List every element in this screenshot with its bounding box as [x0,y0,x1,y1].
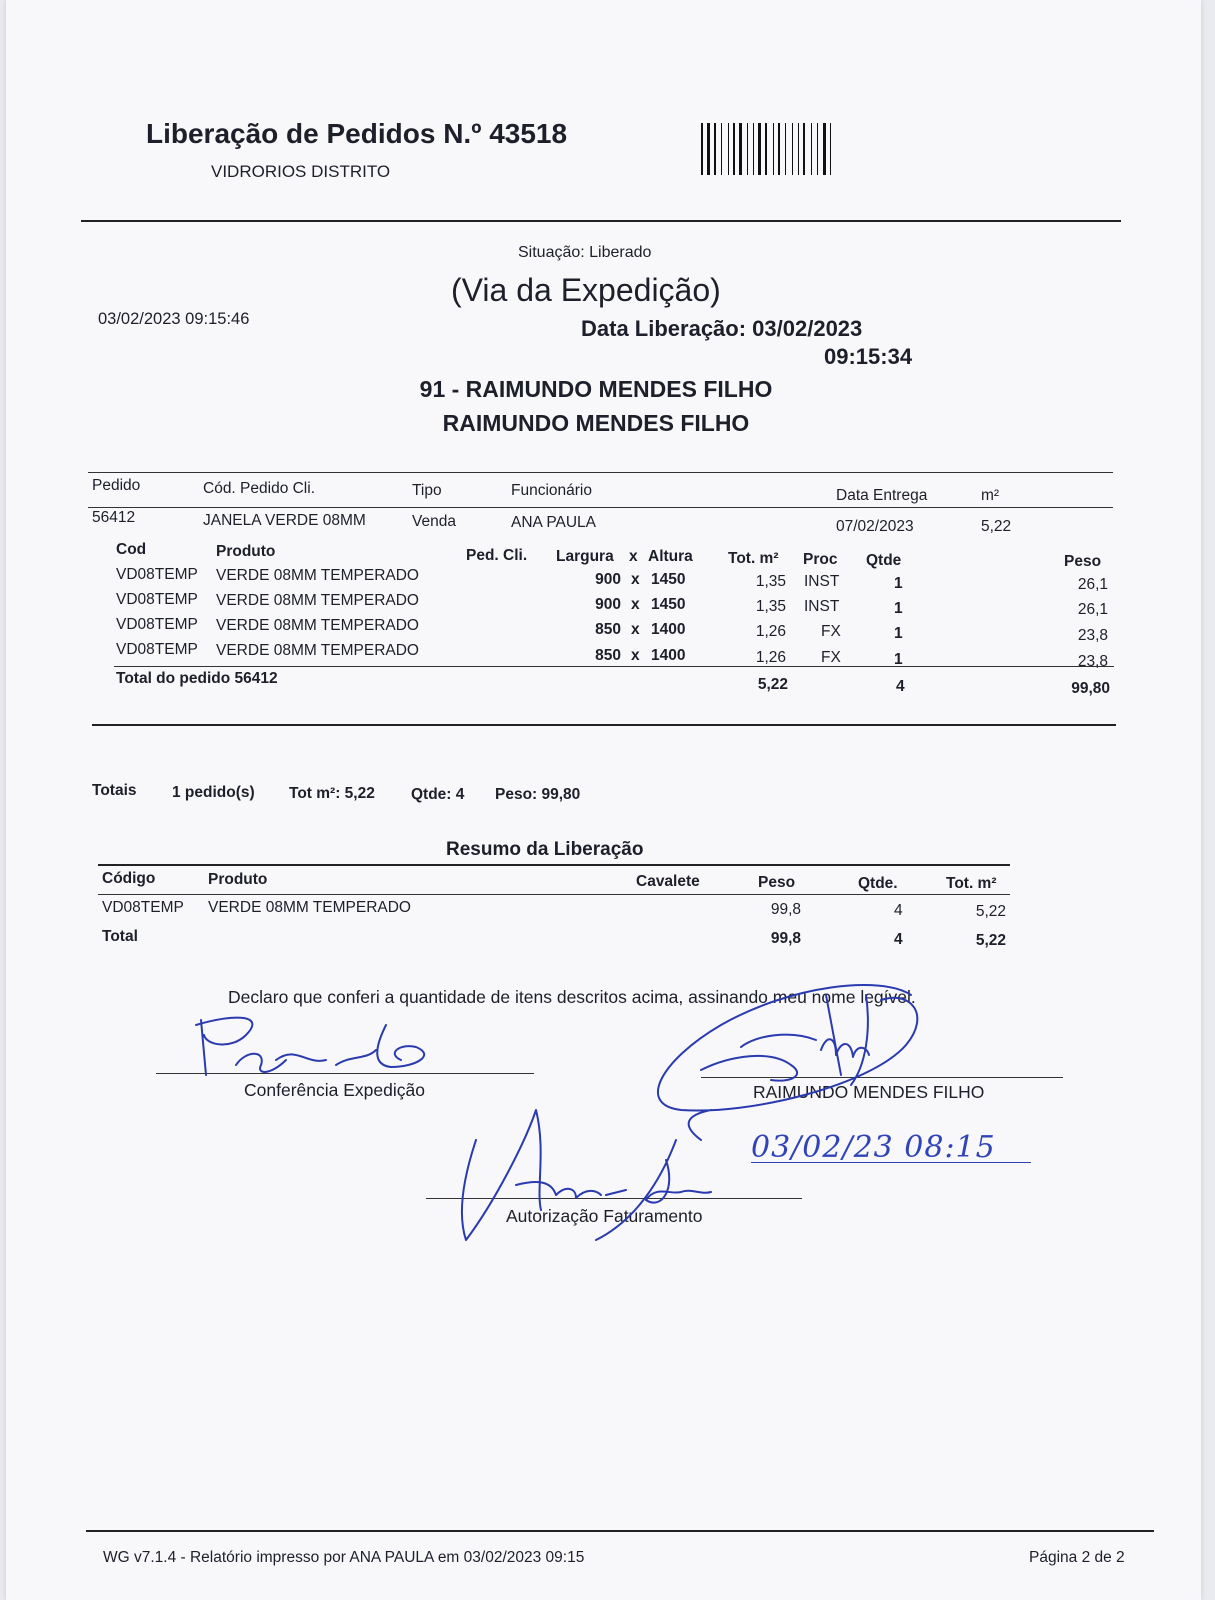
signature-autorizacao [436,1100,726,1250]
item-proc: FX [821,649,841,666]
item-tot-m2: 1,35 [755,573,786,590]
resumo-header-cavalete: Cavalete [636,873,700,890]
barcode-bar [701,123,703,175]
item-header-largura: Largura [556,548,614,565]
col-header-m2: m² [981,487,1000,504]
barcode-bar [803,123,805,175]
signature-conferencia [176,1005,456,1085]
item-cod: VD08TEMP [116,566,198,583]
pedido-funcionario: ANA PAULA [511,514,597,531]
divider [98,894,1010,895]
resumo-header-peso: Peso [758,874,796,891]
totais-label: Totais [92,782,137,799]
total-pedido-m2: 5,22 [757,676,788,693]
resumo-qtde: 4 [894,902,903,919]
divider [88,472,1113,473]
declaracao-text: Declaro que conferi a quantidade de itens descritos acima, assinando meu nome legível. [228,987,916,1007]
via-label: (Via da Expedição) [451,272,721,308]
divider [114,666,1114,667]
pedido-numero: 56412 [92,509,136,526]
resumo-peso: 99,8 [770,901,801,918]
col-header-funcionario: Funcionário [511,482,592,499]
resumo-total-m2: 5,22 [975,932,1006,949]
handwritten-date: 03/02/23 08:15 [751,1130,996,1165]
item-qtde: 1 [894,651,903,668]
pedido-cod-cli: JANELA VERDE 08MM [203,512,366,529]
situacao-label: Situação: Liberado [518,244,652,261]
cliente-codigo-nome: 91 - RAIMUNDO MENDES FILHO [419,376,773,402]
barcode-bar [817,123,818,175]
barcode-bar [707,123,710,175]
item-largura: 850 [595,621,621,638]
item-x: x [631,647,640,664]
item-peso: 26,1 [1077,576,1108,593]
barcode-bar [798,123,799,175]
print-datetime: 03/02/2023 09:15:46 [98,310,250,328]
barcode-bar [721,123,722,175]
item-header-tot-m2: Tot. m² [728,550,779,567]
signature-label-cliente: RAIMUNDO MENDES FILHO [753,1082,985,1102]
item-x: x [631,596,640,613]
barcode-bar [785,123,786,175]
item-altura: 1450 [651,571,686,588]
barcode-bar [811,123,812,175]
barcode-bar [778,123,780,175]
resumo-tot-m2: 5,22 [975,903,1006,920]
item-qtde: 1 [894,600,903,617]
col-header-tipo: Tipo [412,482,442,499]
footer-print-info: WG v7.1.4 - Relatório impresso por ANA PAULA em 03/02/2023 09:15 [103,1549,585,1566]
barcode-bar [773,123,774,175]
report-title: Liberação de Pedidos N.º 43518 [146,118,568,149]
resumo-total-peso: 99,8 [770,930,801,947]
item-cod: VD08TEMP [116,616,198,633]
item-peso: 26,1 [1077,601,1108,618]
barcode-bar [792,123,793,175]
totais-m2: Tot m²: 5,22 [289,785,375,802]
item-altura: 1450 [651,596,686,613]
totais-peso: Peso: 99,80 [495,786,581,803]
totais-qtde: Qtde: 4 [411,786,465,803]
barcode-bar [714,123,716,175]
resumo-header-tot-m2: Tot. m² [946,875,997,892]
item-x: x [631,571,640,588]
item-qtde: 1 [894,625,903,642]
handwritten-date-underline [751,1162,1031,1163]
divider [88,507,1113,508]
signature-label-autorizacao: Autorização Faturamento [506,1206,703,1226]
item-header-ped-cli: Ped. Cli. [466,547,528,564]
cliente-nome: RAIMUNDO MENDES FILHO [442,410,750,436]
item-largura: 900 [595,596,621,613]
divider [92,724,1116,726]
barcode-bar [728,123,729,175]
item-altura: 1400 [651,621,686,638]
resumo-header-produto: Produto [208,871,268,888]
item-header-peso: Peso [1064,553,1102,570]
item-tot-m2: 1,26 [755,623,786,640]
item-tot-m2: 1,26 [755,649,786,666]
hora-liberacao: 09:15:34 [824,344,913,369]
item-header-x: x [629,548,638,565]
item-proc: INST [804,573,840,590]
item-proc: INST [804,598,840,615]
item-produto: VERDE 08MM TEMPERADO [216,617,419,634]
totais-pedidos: 1 pedido(s) [172,784,255,801]
data-liberacao: Data Liberação: 03/02/2023 [581,316,863,341]
divider [81,220,1121,222]
item-produto: VERDE 08MM TEMPERADO [216,567,419,584]
resumo-total-qtde: 4 [894,931,903,948]
barcode-bar [823,123,826,175]
item-qtde: 1 [894,575,903,592]
page-number: Página 2 de 2 [1029,1549,1125,1566]
item-largura: 850 [595,647,621,664]
total-pedido-label: Total do pedido 56412 [116,670,278,687]
pedido-m2: 5,22 [981,518,1012,535]
item-largura: 900 [595,571,621,588]
item-cod: VD08TEMP [116,591,198,608]
col-header-pedido: Pedido [92,477,141,494]
resumo-header-codigo: Código [102,870,156,887]
item-header-cod: Cod [116,541,147,558]
pedido-tipo: Venda [412,513,456,530]
item-cod: VD08TEMP [116,641,198,658]
total-pedido-qtde: 4 [896,678,905,695]
barcode-bar [758,123,761,175]
company-name: VIDRORIOS DISTRITO [211,162,391,181]
item-header-produto: Produto [216,543,276,560]
col-header-cod-pedido-cli: Cód. Pedido Cli. [203,480,316,497]
barcode-image [701,123,881,175]
divider [98,864,1010,866]
pedido-data-entrega: 07/02/2023 [836,518,914,535]
document-page [6,0,1201,1600]
resumo-produto: VERDE 08MM TEMPERADO [208,899,411,916]
item-x: x [631,621,640,638]
barcode-bar [830,123,831,175]
col-header-data-entrega: Data Entrega [836,487,928,504]
barcode-bar [739,123,742,175]
item-header-altura: Altura [648,548,693,565]
resumo-header-qtde: Qtde. [858,875,898,892]
signature-label-conferencia: Conferência Expedição [244,1080,425,1100]
item-produto: VERDE 08MM TEMPERADO [216,592,419,609]
total-pedido-peso: 99,80 [1071,680,1110,697]
item-proc: FX [821,623,841,640]
item-peso: 23,8 [1077,653,1108,670]
item-produto: VERDE 08MM TEMPERADO [216,642,419,659]
barcode-bar [753,123,754,175]
item-header-qtde: Qtde [866,552,902,569]
resumo-total-label: Total [102,928,138,945]
item-altura: 1400 [651,647,686,664]
barcode-bar [765,123,767,175]
item-header-proc: Proc [803,551,838,568]
divider [86,1530,1154,1532]
barcode-bar [733,123,735,175]
barcode-bar [747,123,748,175]
item-tot-m2: 1,35 [755,598,786,615]
resumo-title: Resumo da Liberação [446,839,644,860]
item-peso: 23,8 [1077,627,1108,644]
resumo-codigo: VD08TEMP [102,899,184,916]
